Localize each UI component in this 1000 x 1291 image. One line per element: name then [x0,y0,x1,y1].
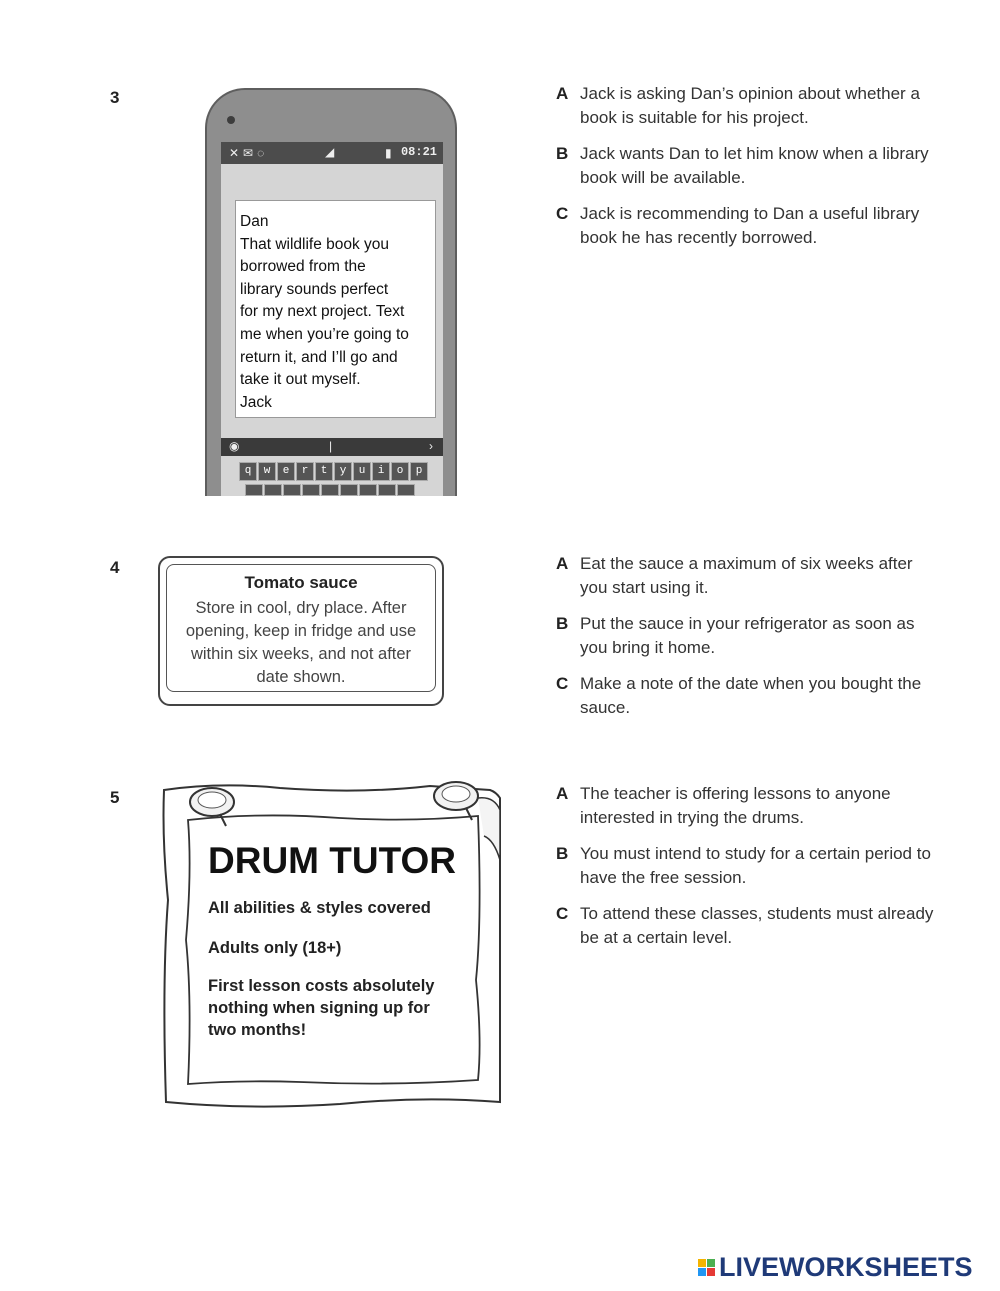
notification-icons: ✕✉◌ [229,146,269,160]
keyboard-key: e [277,462,295,481]
message-line: take it out myself. [240,371,361,389]
answer-option[interactable] [556,782,936,830]
text-message [235,200,436,418]
logo-square [698,1268,706,1276]
keyboard-key [283,484,301,496]
chevron-right-icon: › [429,439,433,453]
keyboard-key [359,484,377,496]
drum-tutor-poster [160,780,508,1110]
keyboard-key: q [239,462,257,481]
logo-square [698,1259,706,1267]
status-bar [221,142,443,164]
keyboard-key: w [258,462,276,481]
keyboard-key: o [391,462,409,481]
keyboard-key: t [315,462,333,481]
battery-icon: ▮ [385,146,392,160]
message-line: for my next project. Text [240,303,405,321]
message-line: Jack [240,393,272,411]
message-line: That wildlife book you [240,235,390,253]
nav-bar [221,438,443,456]
answer-option[interactable] [556,82,936,130]
poster-line: Adults only (18+) [208,939,342,957]
signal-icon: ◢ [325,145,335,159]
label-text [167,597,435,689]
message-line: Dan [240,213,269,230]
keyboard-row-partial [245,484,415,496]
option-text: Put the sauce in your refrigerator as soon as you bring it home. [580,614,915,657]
keyboard-key [302,484,320,496]
sauce-label-inner [166,564,436,692]
logo-square [707,1259,715,1267]
keyboard-key [264,484,282,496]
keyboard-key: r [296,462,314,481]
message-line: library sounds perfect [240,280,389,298]
poster-paragraph-line: nothing when signing up for [208,999,430,1017]
question-number: 4 [110,558,120,577]
answer-option[interactable] [556,142,936,190]
poster-paragraph [208,975,435,1041]
logo-badge-icon [698,1259,715,1276]
option-letter: B [556,614,569,633]
label-title: Tomato sauce [244,573,358,592]
message-line: return it, and I’ll go and [240,348,398,366]
option-text: To attend these classes, students must already be at a certain level. [580,904,934,947]
status-time: 08:21 [400,145,437,159]
option-letter: C [556,904,569,923]
keyboard-key [321,484,339,496]
label-line: date shown. [256,668,346,686]
label-line: within six weeks, and not after [190,645,412,663]
answer-options [556,782,936,962]
answer-options [556,552,936,732]
poster-line: All abilities & styles covered [208,899,431,917]
answer-option[interactable] [556,552,936,600]
keyboard-key [397,484,415,496]
answer-option[interactable] [556,202,936,250]
answer-option[interactable] [556,672,936,720]
answer-options [556,82,936,262]
option-letter: A [556,784,569,803]
keyboard-key: p [410,462,428,481]
sauce-label [158,556,444,706]
question-number: 3 [110,88,120,107]
option-text: You must intend to study for a certain period to have the free session. [580,844,931,887]
answer-option[interactable] [556,902,936,950]
keyboard-key [340,484,358,496]
option-letter: A [556,554,569,573]
option-text: Jack is recommending to Dan a useful library book he has recently borrowed. [580,204,920,247]
logo-text: LIVEWORKSHEETS [719,1252,973,1282]
option-letter: B [556,144,569,163]
keyboard-key: u [353,462,371,481]
cursor-icon: | [329,439,333,453]
option-text: Jack is asking Dan’s opinion about whether a book is suitable for his project. [580,84,920,127]
label-line: Store in cool, dry place. After [195,599,407,617]
keyboard-key: y [334,462,352,481]
poster-paragraph-line: First lesson costs absolutely [208,977,435,995]
poster-paragraph-line: two months! [208,1021,307,1039]
camera-button-icon: ◉ [229,439,240,453]
option-letter: A [556,84,569,103]
keyboard-row [239,462,428,481]
phone-illustration [205,88,457,496]
message-line: me when you’re going to [240,325,409,343]
question-number: 5 [110,788,120,807]
keyboard-key [378,484,396,496]
camera-icon [227,116,235,124]
option-text: The teacher is offering lessons to anyone interested in trying the drums. [580,784,891,827]
phone-screen [221,142,443,496]
option-text: Eat the sauce a maximum of six weeks after you start using it. [580,554,913,597]
option-text: Jack wants Dan to let him know when a library book will be available. [580,144,929,187]
liveworksheets-logo[interactable] [698,1252,973,1283]
option-text: Make a note of the date when you bought the sauce. [580,674,922,717]
label-line: opening, keep in fridge and use [185,622,417,640]
keyboard-key: i [372,462,390,481]
answer-option[interactable] [556,612,936,660]
logo-square [707,1268,715,1276]
option-letter: C [556,674,569,693]
message-line: borrowed from the [240,258,366,276]
option-letter: C [556,204,569,223]
option-letter: B [556,844,569,863]
poster-title: DRUM TUTOR [208,840,457,881]
answer-option[interactable] [556,842,936,890]
keyboard-key [245,484,263,496]
